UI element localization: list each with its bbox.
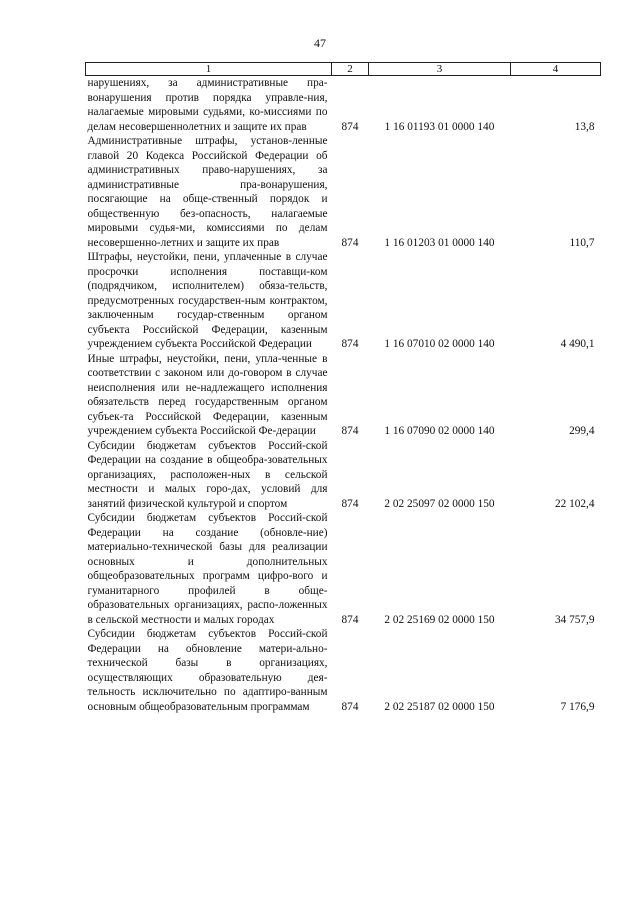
row-admin-code: 874 (341, 236, 359, 249)
column-header-3: 3 (369, 63, 511, 76)
row-budget-code: 2 02 25169 02 0000 150 (384, 613, 495, 626)
row-description: Иные штрафы, неустойки, пени, упла-ченные в соответствии с законом или до-говором в случае неисполнения или не-надлежащего исполнения обязательств перед государственным органом субъек-та Российской Федерации, казенным учреждением субъекта Российской Фе-дерации (87, 352, 328, 437)
row-amount: 7 176,9 (560, 700, 595, 713)
page-number: 47 (314, 36, 326, 50)
row-budget-code: 1 16 01203 01 0000 140 (384, 236, 495, 249)
row-description: нарушениях, за административные пра-вонарушения против порядка управле-ния, налагаемые мировыми судьями, ко-миссиями по делам несовершеннолетних и защите их прав (87, 77, 328, 133)
row-description: Субсидии бюджетам субъектов Россий-ской Федерации на создание (обновле-ние) материально-технической базы для реализации основных и дополнительных общеобразовательных программ цифро-вого и гуманитарного профилей в обще-образовательных организациях, распо-ложенных в сельской местности и малых городах (87, 512, 328, 626)
column-header-2: 2 (332, 63, 369, 76)
row-description: Административные штрафы, установ-ленные главой 20 Кодекса Российской Федерации об административных право-нарушениях, за административные пра-вонарушения, посягающие на обще-ственный порядок и общественную без-опасность, налагаемые мировыми судья-ми, комиссиями по делам несовершенно-летних и защите их прав (87, 135, 328, 249)
row-admin-code: 874 (341, 700, 359, 713)
row-amount: 22 102,4 (554, 497, 595, 510)
table-row (86, 134, 601, 250)
row-amount: 34 757,9 (554, 613, 595, 626)
row-description: Штрафы, неустойки, пени, уплаченные в случае просрочки исполнения поставщи-ком (подрядчиком, исполнителем) обяза-тельств, предусмотренных государствен-ным контрактом, заключенным государ-ственным органом субъекта Российской Федерации, казенным учреждением субъекта Российской Федерации (87, 251, 328, 350)
table-row (86, 250, 601, 352)
row-amount: 299,4 (569, 425, 595, 437)
table-header-row (86, 63, 601, 76)
table-row (86, 76, 601, 135)
column-header-1: 1 (86, 63, 332, 76)
row-amount: 4 490,1 (560, 338, 595, 350)
row-admin-code: 874 (341, 613, 359, 626)
row-admin-code: 874 (341, 120, 359, 133)
row-budget-code: 1 16 01193 01 0000 140 (384, 120, 495, 133)
table-row (86, 439, 601, 512)
table-row (86, 352, 601, 439)
column-header-4: 4 (511, 63, 601, 76)
row-budget-code: 2 02 25097 02 0000 150 (384, 497, 495, 510)
row-description: Субсидии бюджетам субъектов Россий-ской Федерации на создание в общеобра-зовательных организациях, расположен-ных в сельской местности и малых горо-дах, условий для занятий физической культурой и спортом (87, 439, 328, 510)
table-row (86, 511, 601, 627)
row-admin-code: 874 (341, 425, 359, 437)
budget-revenue-table (85, 62, 601, 714)
row-budget-code: 1 16 07010 02 0000 140 (384, 338, 495, 350)
row-budget-code: 1 16 07090 02 0000 140 (384, 425, 495, 437)
table-row (86, 627, 601, 714)
row-description: Субсидии бюджетам субъектов Россий-ской Федерации на обновление матери-ально-технической базы в организациях, осуществляющих образовательную дея-тельность исключительно по адаптиро-ванным основным общеобразовательным программам (87, 628, 328, 713)
row-amount: 13,8 (574, 120, 595, 133)
row-amount: 110,7 (569, 236, 595, 249)
row-admin-code: 874 (341, 338, 359, 350)
row-budget-code: 2 02 25187 02 0000 150 (384, 700, 495, 713)
row-admin-code: 874 (341, 497, 359, 510)
